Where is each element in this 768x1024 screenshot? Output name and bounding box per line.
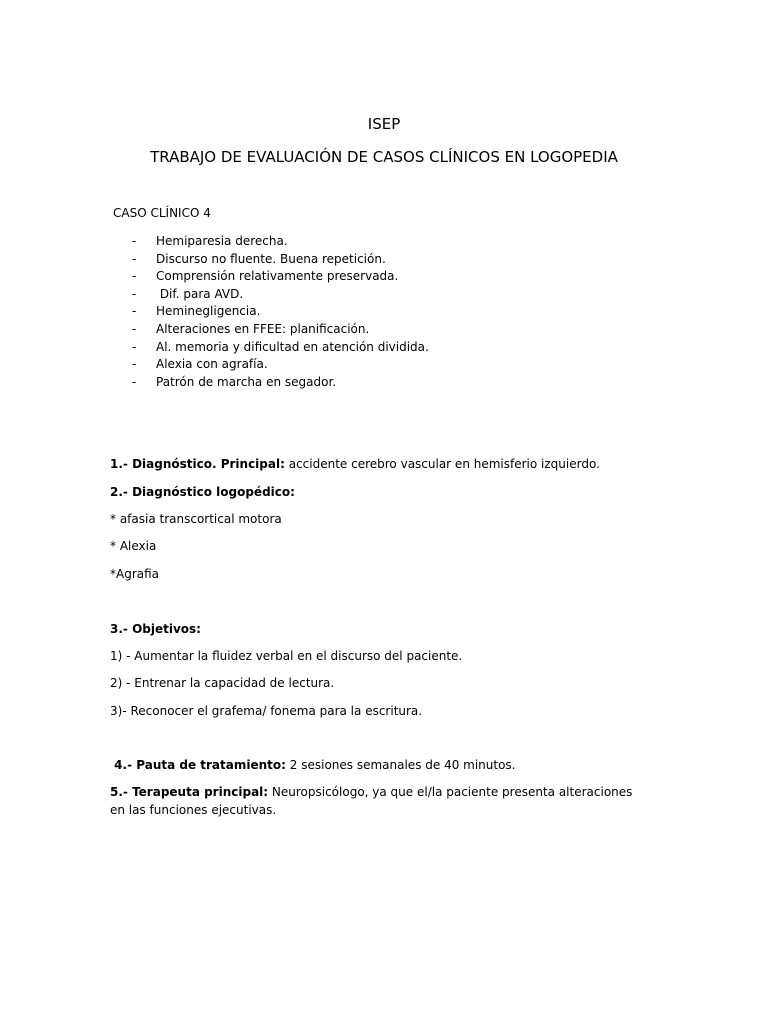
case-label: CASO CLÍNICO 4 [113,206,211,220]
list-item [132,251,429,269]
speech-diagnosis-item: * Alexia [110,539,157,553]
bullet-dash: - [132,269,137,284]
treatment-schedule-label: 4.- Pauta de tratamiento: [110,758,286,772]
main-therapist-text: Neuropsicólogo, ya que el/la paciente presenta alteraciones en las funciones ejecutivas. [110,785,633,817]
objective-item: 2) - Entrenar la capacidad de lectura. [110,676,335,690]
symptom-text: Patrón de marcha en segador. [156,374,337,389]
main-diagnosis [110,455,600,473]
symptom-text: Alteraciones en FFEE: planificación. [156,321,370,336]
symptom-text: Al. memoria y dificultad en atención dividida. [156,339,429,354]
symptom-text: Comprensión relativamente preservada. [156,269,399,284]
symptom-text: Heminegligencia. [156,304,261,319]
bullet-dash: - [132,304,137,319]
list-item [132,233,429,251]
treatment-schedule-text: 2 sesiones semanales de 40 minutos. [285,758,516,772]
symptom-text: Alexia con agrafía. [156,357,268,372]
speech-diagnosis [110,483,295,501]
symptom-text: Dif. para AVD. [156,286,244,301]
document-title: TRABAJO DE EVALUACIÓN DE CASOS CLÍNICOS EN LOGOPEDIA [150,148,618,166]
main-diagnosis-text: accidente cerebro vascular en hemisferio izquierdo. [284,457,600,471]
main-diagnosis-label: 1.- Diagnóstico. Principal: [110,457,285,471]
bullet-dash: - [132,234,137,248]
institution-title: ISEP [367,115,401,133]
symptom-text: Discurso no fluente. Buena repetición. [156,251,386,266]
bullet-dash: - [132,339,137,354]
main-therapist-label: 5.- Terapeuta principal: [110,785,269,799]
list-item [132,286,429,304]
list-item [132,356,429,374]
list-item [132,339,429,357]
objectives-label: 3.- Objetivos: [110,622,201,636]
objective-item: 1) - Aumentar la fluidez verbal en el discurso del paciente. [110,649,463,663]
list-item [132,374,429,392]
speech-diagnosis-item: *Agrafia [110,567,160,581]
bullet-dash: - [132,321,137,336]
speech-diagnosis-item: * afasia transcortical motora [110,512,282,526]
treatment-schedule [110,756,516,774]
symptom-text: Hemiparesia derecha. [156,234,288,248]
speech-diagnosis-label: 2.- Diagnóstico logopédico: [110,485,295,499]
objective-item: 3)- Reconocer el grafema/ fonema para la escritura. [110,704,423,718]
list-item [132,321,429,339]
symptom-list [132,233,429,391]
objectives-heading [110,620,201,638]
bullet-dash: - [132,251,137,266]
bullet-dash: - [132,374,137,389]
list-item [132,268,429,286]
main-therapist [110,783,650,819]
bullet-dash: - [132,286,137,301]
list-item [132,303,429,321]
bullet-dash: - [132,357,137,372]
